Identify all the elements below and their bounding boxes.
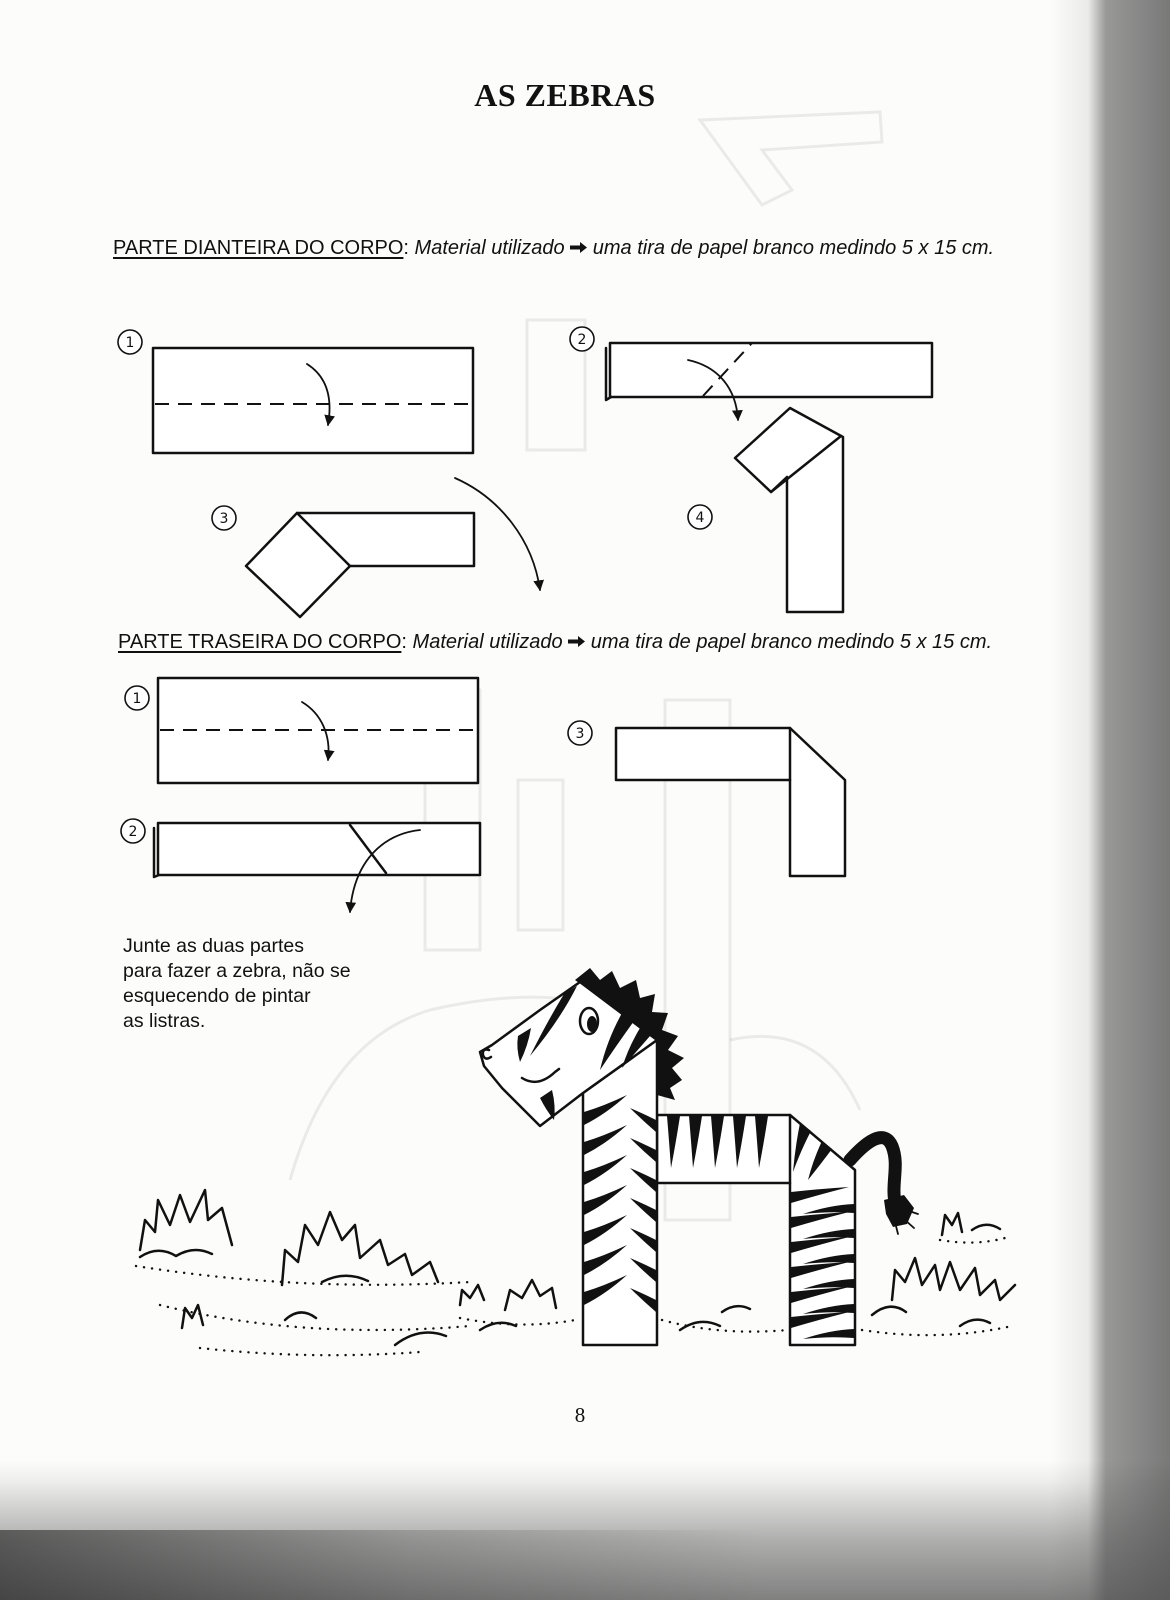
ghost-strip [518,780,563,930]
step-number: 2 [577,332,587,348]
paper-strip [153,348,473,453]
zebra-tail [850,1138,896,1206]
step-number: 4 [695,510,705,526]
page-number: 8 [574,1403,586,1427]
front-section-colon: : [403,237,409,259]
caption-line: Junte as duas partes [123,935,305,957]
ground-dots [940,1238,1005,1243]
step-number: 1 [132,691,142,707]
grass-tuft [460,1285,484,1305]
caption-line: esquecendo de pintar [123,985,311,1007]
back-material-description: uma tira de papel branco medindo 5 x 15 cm. [590,631,993,653]
grass-tuft [505,1280,556,1310]
front-section-header [113,236,994,260]
ground-bump [395,1333,446,1345]
arrow-right-icon [568,636,585,647]
grass-tuft [140,1190,232,1250]
ghost-curve [730,1036,860,1110]
zebra-pupil [587,1016,597,1032]
arrow-right-icon [570,242,587,253]
front-step-2 [570,327,932,420]
step-number: 1 [125,335,135,351]
step-number: 2 [128,824,138,840]
front-section-label: PARTE DIANTEIRA DO CORPO [113,237,404,259]
grass-tuft [892,1258,1015,1300]
page-title: AS ZEBRAS [474,77,656,113]
step-number: 3 [219,511,229,527]
ground-bump [480,1323,516,1330]
front-material-description: uma tira de papel branco medindo 5 x 15 cm. [592,237,995,259]
back-step-3 [568,721,845,876]
paper-strip [158,823,480,875]
front-material-label: Material utilizado [414,237,565,259]
ground-bump [960,1320,990,1326]
grass-tuft [182,1305,203,1328]
paper-strip [610,343,932,397]
ground-bump [322,1276,368,1282]
back-section-header [118,630,992,654]
ground-dots [862,1326,1012,1335]
paper-folded-shape [246,513,474,617]
ground-bump [285,1312,316,1320]
step-number: 3 [575,726,585,742]
back-section-label: PARTE TRASEIRA DO CORPO [118,631,402,653]
zebra-illustration [480,968,918,1345]
ground-dots [200,1348,420,1355]
front-step-3 [212,478,540,617]
grass-and-ground [136,1190,1015,1355]
front-step-4 [688,408,843,612]
front-step-1 [118,330,473,453]
back-step-1 [125,678,478,783]
back-material-label: Material utilizado [412,631,563,653]
ground-bump [140,1250,212,1257]
arrow-right-icon-shape [570,242,587,253]
ground-bump [972,1225,1000,1230]
grass-tuft [942,1213,962,1235]
caption-line: para fazer a zebra, não se [123,960,351,982]
ground-dots [460,1318,575,1325]
assembly-caption [123,934,351,1034]
back-section-colon: : [401,631,407,653]
ground-bump [872,1307,906,1315]
caption-line: as listras. [123,1010,206,1032]
paper-folded-shape [735,408,843,612]
grass-tuft [282,1212,438,1285]
arrow-right-icon-shape [568,636,585,647]
ground-bump [722,1306,750,1312]
ghost-strip [700,112,882,205]
